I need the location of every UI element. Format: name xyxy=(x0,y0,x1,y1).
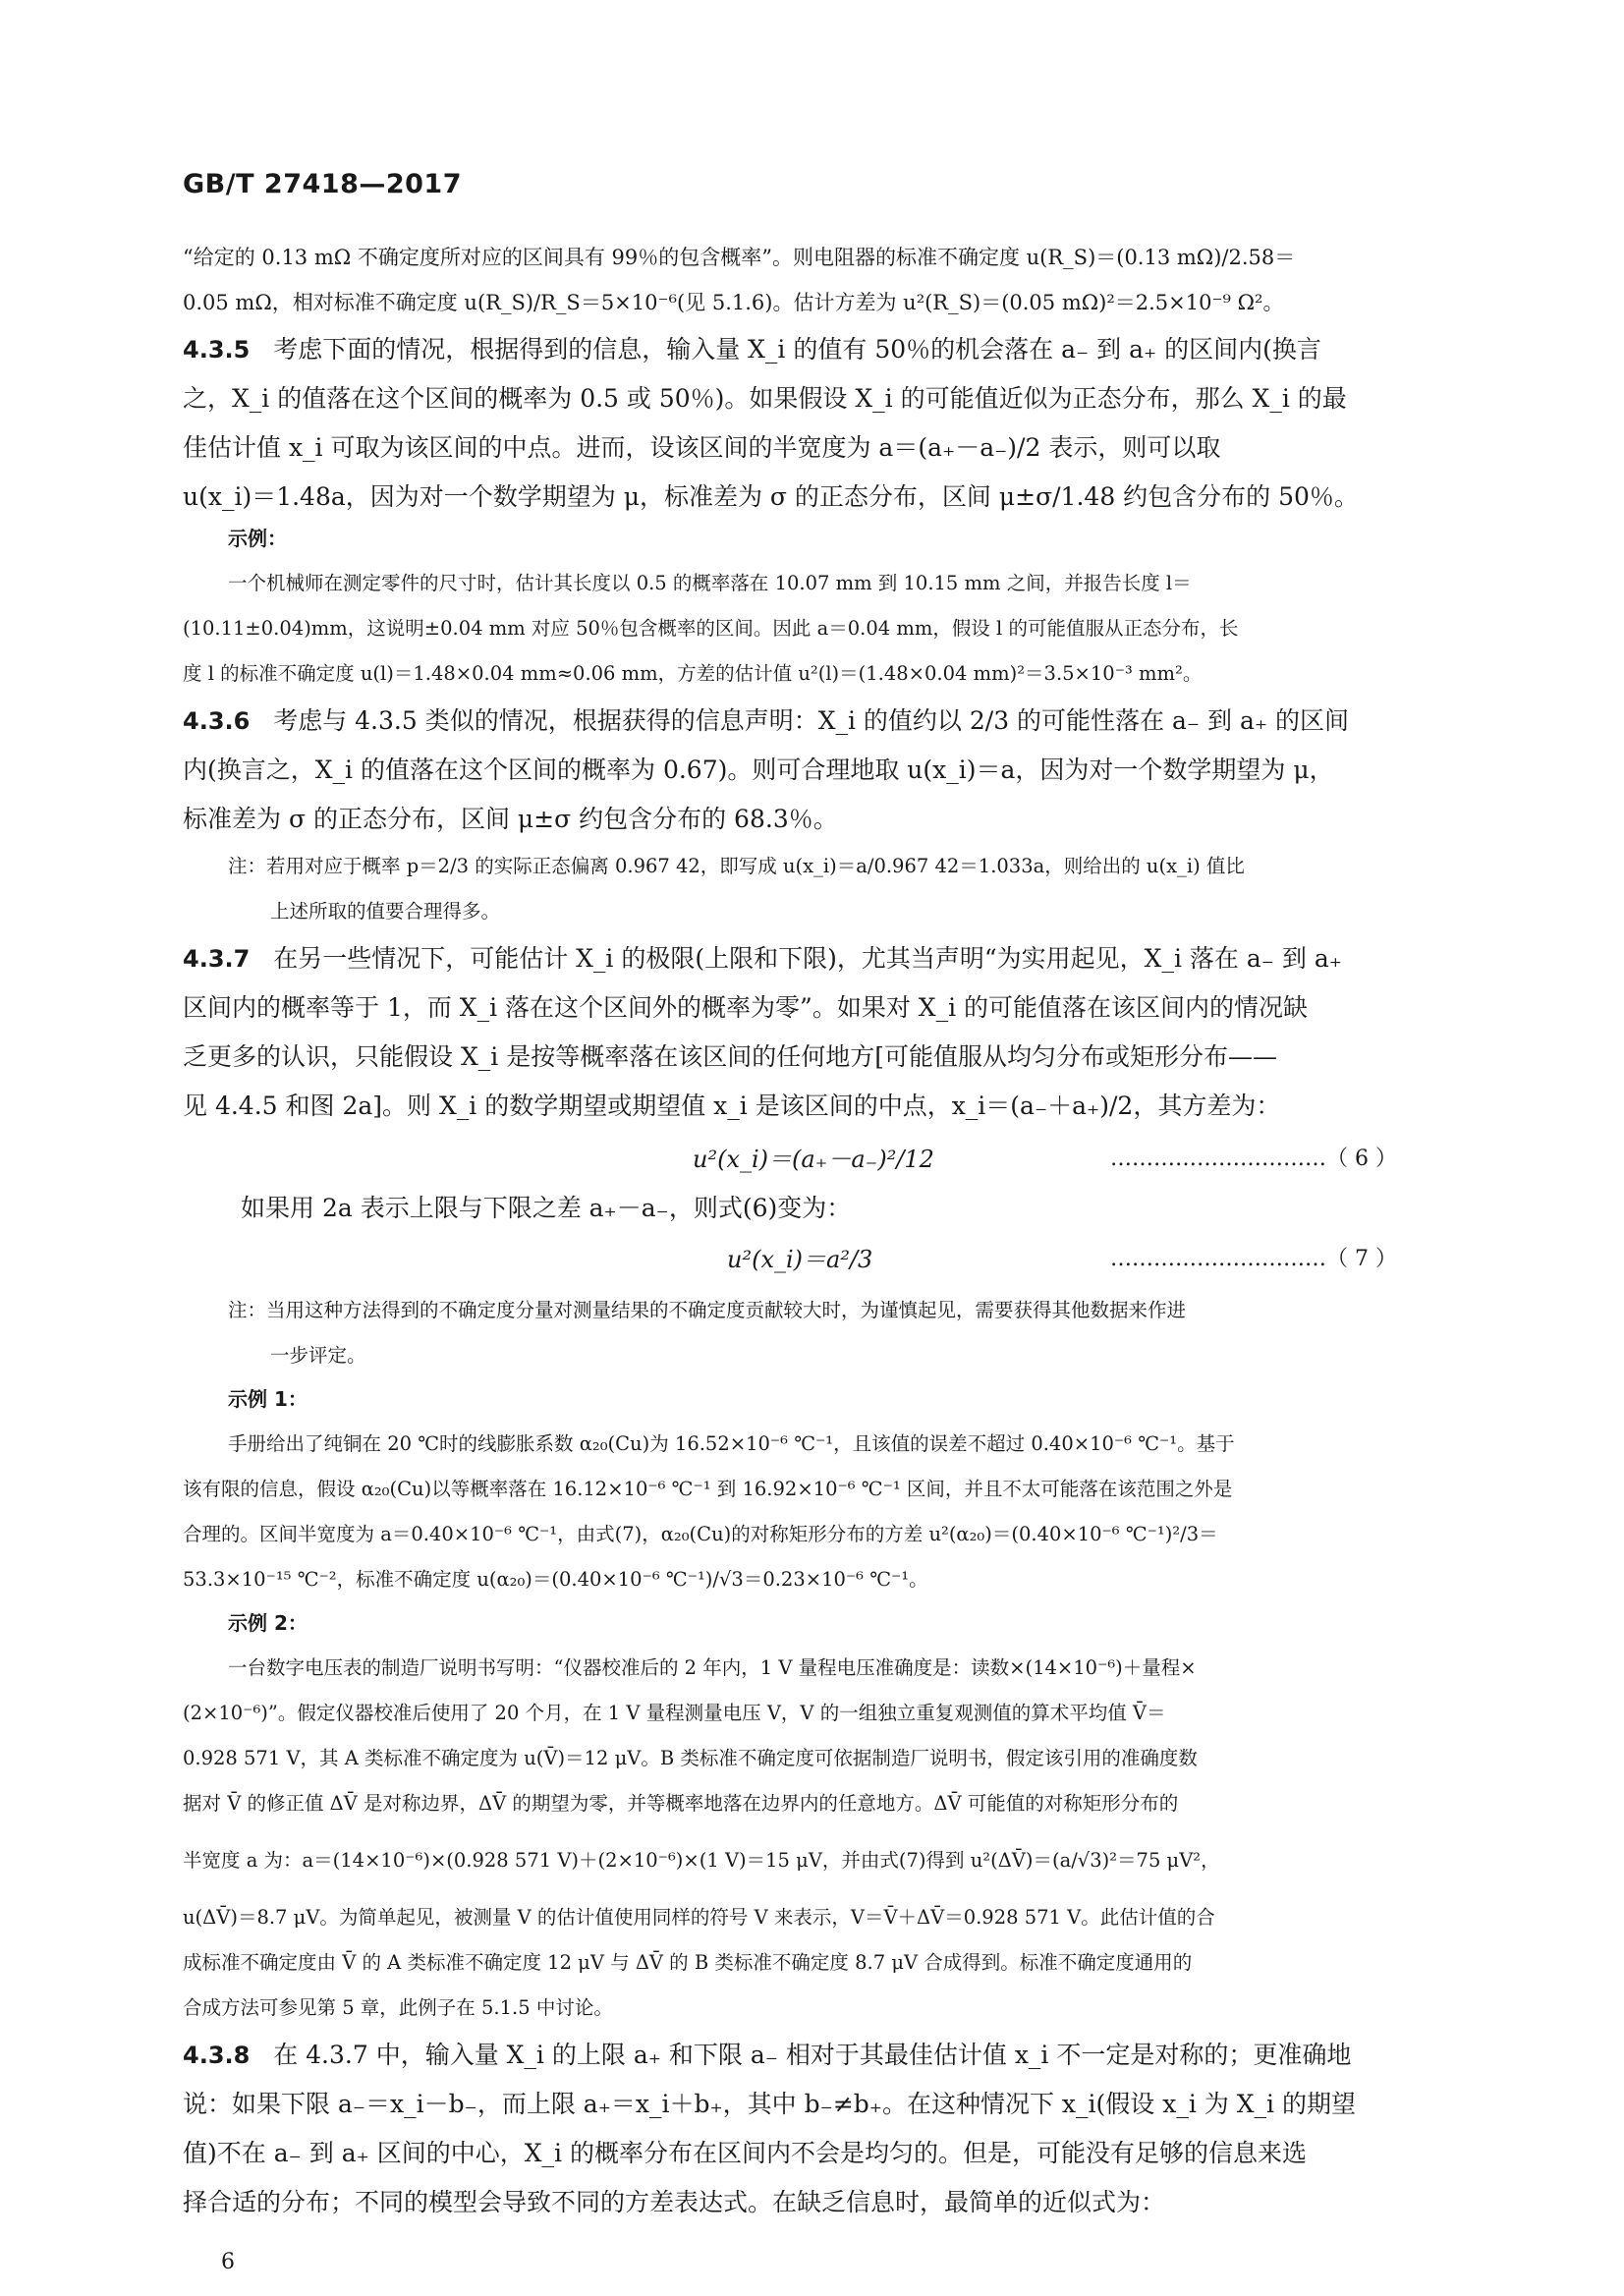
note-line: 上述所取的值要合理得多。 xyxy=(270,900,501,923)
section-number: 4.3.7 xyxy=(183,945,251,973)
equation-7: u²(x_i)＝a²/3 xyxy=(727,1246,873,1273)
paragraph-line: 在 4.3.7 中，输入量 X_i 的上限 a₊ 和下限 a₋ 相对于其最佳估计值 x_i 不一定是对称的；更准确地 xyxy=(273,2041,1352,2069)
section-number: 4.3.6 xyxy=(183,707,251,735)
example-line: 成标准不确定度由 V̄ 的 A 类标准不确定度 12 μV 与 ΔV̄ 的 B 类标准不确定度 8.7 μV 合成得到。标准不确定度通用的 xyxy=(183,1951,1193,1974)
note-line: 注：当用这种方法得到的不确定度分量对测量结果的不确定度贡献较大时，为谨慎起见，需要获得其他数据来作进 xyxy=(228,1299,1187,1321)
example-line: 手册给出了纯铜在 20 ℃时的线膨胀系数 α₂₀(Cu)为 16.52×10⁻⁶ ℃⁻¹，且该值的误差不超过 0.40×10⁻⁶ ℃⁻¹。基于 xyxy=(228,1432,1235,1455)
example-line: 据对 V̄ 的修正值 ΔV̄ 是对称边界，ΔV̄ 的期望为零，并等概率地落在边界内的任意地方。ΔV̄ 可能值的对称矩形分布的 xyxy=(183,1792,1179,1815)
paragraph-line: 内(换言之，X_i 的值落在这个区间的概率为 0.67)。则可合理地取 u(x_i)＝a，因为对一个数学期望为 μ， xyxy=(183,756,1334,784)
example-line: (2×10⁻⁶)”。假定仪器校准后使用了 20 个月，在 1 V 量程测量电压 V，V 的一组独立重复观测值的算术平均值 V̄＝ xyxy=(183,1702,1166,1724)
section-4-3-6 xyxy=(183,701,1349,737)
paragraph-line: 0.05 mΩ，相对标准不确定度 u(R_S)/R_S＝5×10⁻⁶(见 5.1.6)。估计方差为 u²(R_S)＝(0.05 mΩ)²＝2.5×10⁻⁹ Ω²。 xyxy=(183,291,1284,314)
paragraph-line: 说：如果下限 a₋＝x_i－b₋，而上限 a₊＝x_i＋b₊，其中 b₋≠b₊。在这种情况下 x_i(假设 x_i 为 X_i 的期望 xyxy=(183,2090,1356,2118)
example-line: 度 l 的标准不确定度 u(l)＝1.48×0.04 mm≈0.06 mm，方差的估计值 u²(l)＝(1.48×0.04 mm)²＝3.5×10⁻³ mm²。 xyxy=(183,662,1203,685)
paragraph-line: u(x_i)＝1.48a，因为对一个数学期望为 μ，标准差为 σ 的正态分布，区间 μ±σ/1.48 约包含分布的 50％。 xyxy=(183,482,1359,511)
paragraph-line: 如果用 2a 表示上限与下限之差 a₊－a₋，则式(6)变为： xyxy=(241,1194,852,1222)
section-4-3-8 xyxy=(183,2036,1351,2071)
example-line: u(ΔV̄)＝8.7 μV。为简单起见，被测量 V 的估计值使用同样的符号 V 来表示，V＝V̄＋ΔV̄＝0.928 571 V。此估计值的合 xyxy=(183,1906,1215,1929)
paragraph-line: 区间内的概率等于 1，而 X_i 落在这个区间外的概率为零”。如果对 X_i 的可能值落在该区间内的情况缺 xyxy=(183,993,1309,1022)
paragraph-line: 考虑下面的情况，根据得到的信息，输入量 X_i 的值有 50％的机会落在 a₋ 到 a₊ 的区间内(换言 xyxy=(273,335,1321,364)
section-number: 4.3.5 xyxy=(183,336,251,364)
example-label: 示例 2： xyxy=(228,1611,308,1635)
example-line: 一台数字电压表的制造厂说明书写明：“仪器校准后的 2 年内，1 V 量程电压准确度是：读数×(14×10⁻⁶)＋量程× xyxy=(228,1656,1197,1679)
section-4-3-5 xyxy=(183,330,1321,365)
example-line: 一个机械师在测定零件的尺寸时，估计其长度以 0.5 的概率落在 10.07 mm 到 10.15 mm 之间，并报告长度 l＝ xyxy=(228,572,1192,594)
equation-number-7: …………………………（ 7 ） xyxy=(1110,1247,1397,1271)
paragraph-line: 之，X_i 的值落在这个区间的概率为 0.5 或 50％)。如果假设 X_i 的可能值近似为正态分布，那么 X_i 的最 xyxy=(183,384,1347,413)
example-line: 合理的。区间半宽度为 a＝0.40×10⁻⁶ ℃⁻¹，由式(7)，α₂₀(Cu)的对称矩形分布的方差 u²(α₂₀)＝(0.40×10⁻⁶ ℃⁻¹)²/3＝ xyxy=(183,1523,1218,1545)
example-line: 该有限的信息，假设 α₂₀(Cu)以等概率落在 16.12×10⁻⁶ ℃⁻¹ 到 16.92×10⁻⁶ ℃⁻¹ 区间，并且不太可能落在该范围之外是 xyxy=(183,1478,1233,1500)
note-line: 一步评定。 xyxy=(270,1344,366,1367)
paragraph-line: 考虑与 4.3.5 类似的情况，根据获得的信息声明：X_i 的值约以 2/3 的可能性落在 a₋ 到 a₊ 的区间 xyxy=(273,706,1350,735)
page-number: 6 xyxy=(221,2250,235,2274)
paragraph-line: 佳估计值 x_i 可取为该区间的中点。进而，设该区间的半宽度为 a＝(a₊－a₋)/2 表示，则可以取 xyxy=(183,433,1221,462)
example-label: 示例： xyxy=(228,527,287,550)
section-4-3-7 xyxy=(183,939,1342,975)
paragraph-line: 见 4.4.5 和图 2a]。则 X_i 的数学期望或期望值 x_i 是该区间的中点，x_i＝(a₋＋a₊)/2，其方差为： xyxy=(183,1092,1281,1120)
paragraph-line: 择合适的分布；不同的模型会导致不同的方差表达式。在缺乏信息时，最简单的近似式为： xyxy=(183,2188,1166,2216)
example-line: 53.3×10⁻¹⁵ ℃⁻²，标准不确定度 u(α₂₀)＝(0.40×10⁻⁶ ℃⁻¹)/√3＝0.23×10⁻⁶ ℃⁻¹。 xyxy=(183,1568,928,1591)
standard-code-header: GB/T 27418—2017 xyxy=(183,169,462,199)
paragraph-line: 值)不在 a₋ 到 a₊ 区间的中心，X_i 的概率分布在区间内不会是均匀的。但是，可能没有足够的信息来选 xyxy=(183,2139,1307,2167)
note-text: 注：若用对应于概率 p＝2/3 的实际正态偏离 0.967 42，即写成 u(x_i)＝a/0.967 42＝1.033a，则给出的 u(x_i) 值比 xyxy=(228,855,1245,877)
example-line: 半宽度 a 为：a＝(14×10⁻⁶)×(0.928 571 V)＋(2×10⁻⁶)×(1 V)＝15 μV，并由式(7)得到 u²(ΔV̄)＝(a/√3)²＝75 μV²， xyxy=(183,1849,1220,1872)
paragraph-line: “给定的 0.13 mΩ 不确定度所对应的区间具有 99％的包含概率”。则电阻器的标准不确定度 u(R_S)＝(0.13 mΩ)/2.58＝ xyxy=(183,246,1296,269)
example-line: 合成方法可参见第 5 章，此例子在 5.1.5 中讨论。 xyxy=(183,1996,613,2019)
example-label: 示例 1： xyxy=(228,1387,308,1411)
equation-6: u²(x_i)＝(a₊－a₋)²/12 xyxy=(693,1146,934,1173)
example-line: (10.11±0.04)mm，这说明±0.04 mm 对应 50％包含概率的区间。因此 a＝0.04 mm，假设 l 的可能值服从正态分布，长 xyxy=(183,617,1239,640)
equation-number-6: …………………………（ 6 ） xyxy=(1110,1147,1397,1171)
example-line: 0.928 571 V，其 A 类标准不确定度为 u(V̄)＝12 μV。B 类标准不确定度可依据制造厂说明书，假定该引用的准确度数 xyxy=(183,1747,1198,1769)
paragraph-line: 乏更多的认识，只能假设 X_i 是按等概率落在该区间的任何地方[可能值服从均匀分布或矩形分布—— xyxy=(183,1042,1277,1071)
paragraph-line: 在另一些情况下，可能估计 X_i 的极限(上限和下限)，尤其当声明“为实用起见，X_i 落在 a₋ 到 a₊ xyxy=(273,944,1342,973)
section-number: 4.3.8 xyxy=(183,2042,251,2069)
paragraph-line: 标准差为 σ 的正态分布，区间 μ±σ 约包含分布的 68.3％。 xyxy=(183,805,838,833)
note-line xyxy=(228,851,1245,878)
